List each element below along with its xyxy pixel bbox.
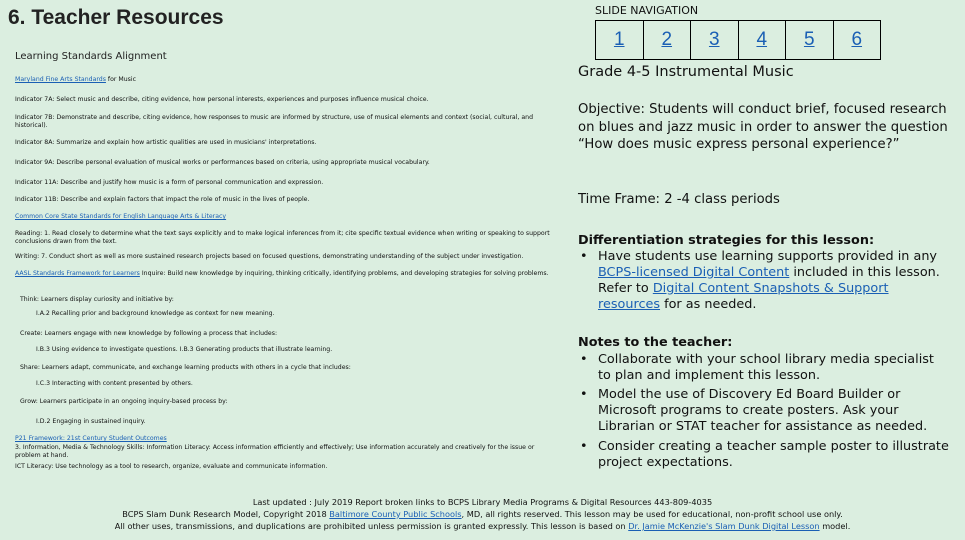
- note-item-2: [578, 387, 950, 435]
- indicator-8a: Indicator 8A: Summarize and explain how artistic qualities are used in musicians' interpretations.: [15, 139, 317, 146]
- maryland-standards-link[interactable]: Maryland Fine Arts Standards: [15, 76, 106, 83]
- objective: Objective: Students will conduct brief, focused research on blues and jazz music in order to answer the question “How does music express personal experience?”: [578, 102, 948, 152]
- writing-standard: Writing: 7. Conduct short as well as more sustained research projects based on focused questions, demonstrating understanding of the subject under investigation.: [15, 253, 524, 260]
- reading-standard: Reading: 1. Read closely to determine what the text says explicitly and to make logical inferences from it; cite specific textual evidence when writing or speaking to support conclusions drawn from the text.: [15, 230, 550, 245]
- maryland-standards: [15, 76, 560, 84]
- create-label: Create: Learners engage with new knowledge by following a process that includes:: [20, 330, 278, 337]
- p21-framework: [15, 435, 560, 443]
- p21-ict-literacy: ICT Literacy: Use technology as a tool to research, organize, evaluate and communicate information.: [15, 463, 328, 470]
- slide-navigation: [595, 20, 881, 60]
- section-label: Learning Standards Alignment: [15, 51, 167, 62]
- footer-rights: , MD, all rights reserved. This lesson may be used for educational, non-profit school use only.: [461, 509, 843, 519]
- think-item: I.A.2 Recalling prior and background knowledge as context for new meaning.: [36, 310, 275, 317]
- footer-line-2: [0, 508, 965, 520]
- indicator-7b: Indicator 7B: Demonstrate and describe, citing evidence, how responses to music are informed by structure, use of musical elements and context (social, cultural, and historical).: [15, 114, 534, 129]
- slide-link-6[interactable]: 6: [851, 29, 863, 50]
- slide-link-4[interactable]: 4: [739, 21, 787, 59]
- slide-link-3[interactable]: 3: [691, 21, 739, 59]
- slide-link-2[interactable]: 2: [644, 21, 692, 59]
- grow-label: Grow: Learners participate in an ongoing inquiry-based process by:: [20, 398, 228, 405]
- share-label: Share: Learners adapt, communicate, and exchange learning products with others in a cycle that includes:: [20, 364, 351, 371]
- diff-text-pre: Have students use learning supports provided in any: [598, 249, 937, 264]
- footer-line-1: Last updated : July 2019 Report broken links to BCPS Library Media Programs & Digital Resources 443-809-4035: [252, 497, 713, 507]
- note-item-3: [578, 439, 950, 471]
- page-title: 6. Teacher Resources: [8, 6, 224, 29]
- bcps-digital-content-link[interactable]: BCPS-licensed Digital Content: [598, 265, 790, 280]
- slide-link-5[interactable]: 5: [786, 21, 834, 59]
- footer-permission: All other uses, transmissions, and duplications are prohibited unless permission is granted expressly. This lesson is based on: [114, 521, 629, 531]
- footer-line-3: [0, 520, 965, 532]
- share-item: I.C.3 Interacting with content presented by others.: [36, 380, 193, 387]
- differentiation-heading: Differentiation strategies for this lesson:: [578, 233, 875, 248]
- aasl-text: Inquire: Build new knowledge by inquiring, thinking critically, identifying problems, and developing strategies for solving problems.: [139, 270, 549, 277]
- footer: [0, 496, 965, 532]
- maryland-suffix: for Music: [105, 76, 136, 83]
- slide-navigation-label: SLIDE NAVIGATION: [595, 4, 699, 17]
- footer-copyright: BCPS Slam Dunk Research Model, Copyright 2018: [122, 509, 330, 519]
- note-text: Model the use of Discovery Ed Board Builder or Microsoft programs to create posters. Ask your Librarian or STAT teacher for assistance as needed.: [598, 387, 928, 434]
- bullet: •: [580, 439, 588, 454]
- differentiation-item: [578, 249, 950, 313]
- think-label: Think: Learners display curiosity and initiative by:: [20, 296, 174, 303]
- indicator-7a: Indicator 7A: Select music and describe, citing evidence, how personal interests, experiences and purposes influence musical choice.: [15, 96, 429, 103]
- bcps-link[interactable]: Baltimore County Public Schools: [329, 509, 462, 519]
- bullet: •: [580, 249, 588, 264]
- slam-dunk-lesson-link[interactable]: Dr. Jamie McKenzie's Slam Dunk Digital Lesson: [628, 521, 820, 531]
- p21-link[interactable]: P21 Framework: 21st Century Student Outcomes: [15, 435, 167, 442]
- indicator-11b: Indicator 11B: Describe and explain factors that impact the role of music in the lives of people.: [15, 196, 310, 203]
- slide-link-1[interactable]: 1: [596, 21, 644, 59]
- grow-item: I.D.2 Engaging in sustained inquiry.: [36, 418, 146, 425]
- time-frame: Time Frame: 2 -4 class periods: [578, 192, 780, 207]
- footer-model: model.: [819, 521, 851, 531]
- indicator-9a: Indicator 9A: Describe personal evaluation of musical works or performances based on criteria, using appropriate musical vocabulary.: [15, 159, 430, 166]
- aasl-standards: [15, 270, 560, 278]
- digital-content-snapshots-link[interactable]: Digital Content Snapshots & Support resources: [598, 281, 889, 312]
- diff-text-post: for as needed.: [660, 297, 757, 312]
- common-core-link[interactable]: Common Core State Standards for English Language Arts & Literacy: [15, 213, 227, 220]
- grade-heading: Grade 4-5 Instrumental Music: [578, 64, 794, 80]
- note-text: Consider creating a teacher sample poster to illustrate project expectations.: [598, 439, 949, 470]
- note-item-1: [578, 352, 950, 384]
- note-text: Collaborate with your school library media specialist to plan and implement this lesson.: [598, 352, 934, 383]
- bullet: •: [580, 387, 588, 402]
- p21-information-literacy: 3. Information, Media & Technology Skills: Information Literacy: Access information efficiently and effectively; Use information accurately and creatively for the issue or problem at hand.: [15, 444, 535, 459]
- aasl-link[interactable]: AASL Standards Framework for Learners: [15, 270, 140, 277]
- indicator-11a: Indicator 11A: Describe and justify how music is a form of personal communication and expression.: [15, 179, 324, 186]
- notes-heading: Notes to the teacher:: [578, 335, 733, 350]
- create-item: I.B.3 Using evidence to investigate questions. I.B.3 Generating products that illustrate learning.: [36, 346, 333, 353]
- bullet: •: [580, 352, 588, 367]
- diff-text-mid: included in this lesson. Refer to: [598, 265, 940, 296]
- common-core-standards: [15, 213, 560, 221]
